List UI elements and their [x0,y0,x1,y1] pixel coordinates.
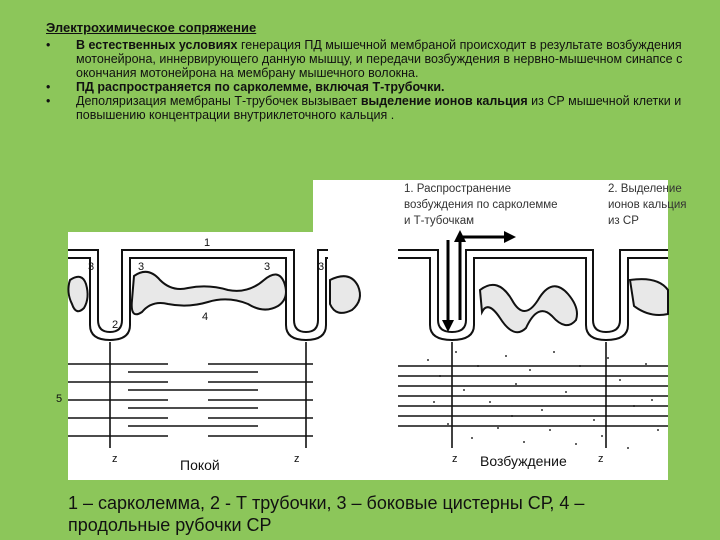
bullet-3-pre: Деполяризация мембраны Т-трубочек вызывает [76,94,361,108]
annotation-1-line-3: и Т-тубочкам [404,215,475,227]
label-z2: z [294,453,300,465]
panel-label-excitation: Возбуждение [480,453,567,469]
bullet-item-2 [46,80,686,94]
annotation-2-line-3: из СР [608,215,639,227]
bullet-item-3 [46,94,686,122]
label-3d: 3 [318,261,325,273]
label-2: 2 [112,319,119,331]
label-z1: z [112,453,118,465]
annotation-1-line-2: возбуждения по сарколемме [404,199,558,211]
label-5: 5 [56,393,63,405]
annotation-2-line-2: ионов кальция [608,199,687,211]
left-panel-bg [68,232,313,480]
bullet-item-1 [46,38,686,80]
label-3b: 3 [138,261,145,273]
label-z3: z [452,453,458,465]
panel-label-rest: Покой [180,457,220,473]
muscle-fiber-figure [56,180,687,480]
bullet-2-bold: ПД распространяется по сарколемме, включая Т-трубочки. [76,80,445,94]
bullet-3-text: из СР мышечной клетки и повышению концентрации внутриклеточного кальция . [76,94,682,122]
figure-svg [56,180,687,480]
label-1: 1 [204,237,211,249]
slide-title: Электрохимическое сопряжение [46,20,257,35]
bullet-1-text: генерация ПД мышечной мембраной происходит в результате возбуждения мотонейрона, иннервирующего данную мышцу, и передачи возбуждения в нервно-мышечном синапсе с окончания мотонейрона на мембрану мышечного волокна. [76,38,683,80]
annotation-2-line-1: 2. Выделение [608,183,682,195]
bullet-list [46,38,686,122]
bullet-3-bold: выделение ионов кальция [360,94,528,108]
figure-caption: 1 – сарколемма, 2 - Т трубочки, 3 – боковые цистерны СР, 4 – продольные рубочки СР [68,493,585,535]
label-4: 4 [202,311,209,323]
bullet-1-bold: В естественных условиях [76,38,238,52]
label-z4: z [598,453,604,465]
left-cistern-right [330,276,360,313]
annotation-1-line-1: 1. Распространение [404,183,511,195]
label-3c: 3 [264,261,271,273]
label-3a: 3 [88,261,95,273]
